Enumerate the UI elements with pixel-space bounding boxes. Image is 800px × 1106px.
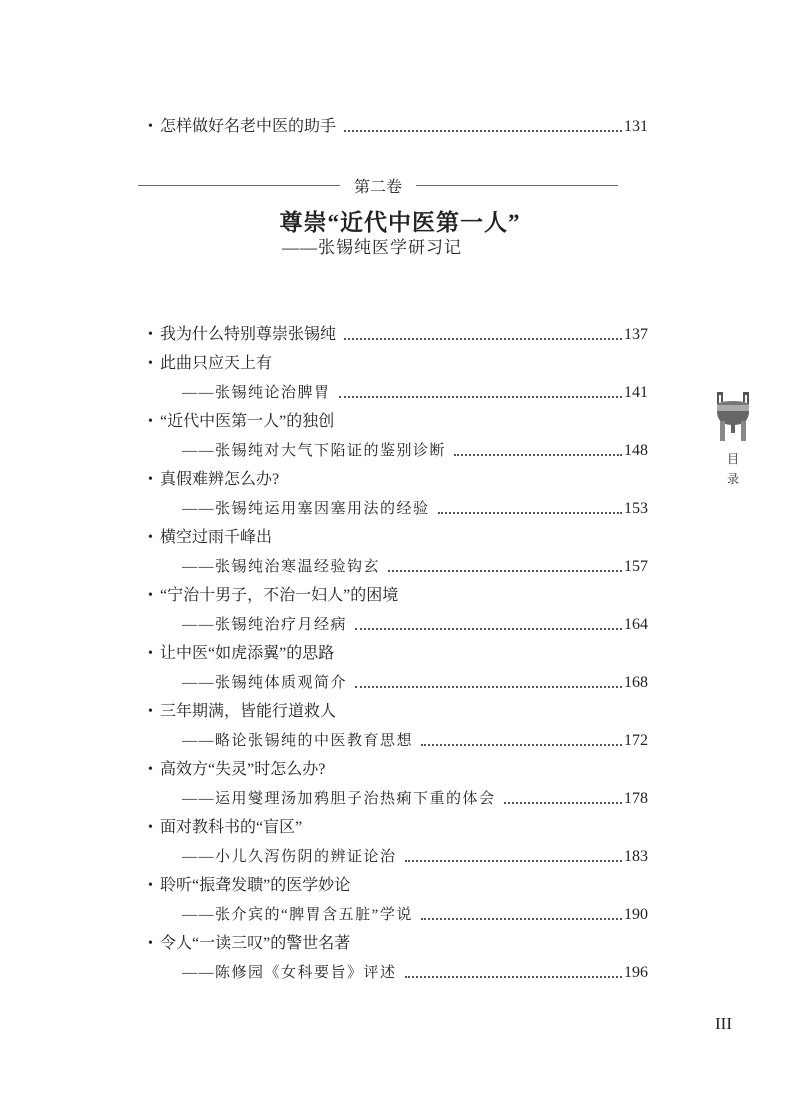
dot-leader <box>339 396 622 398</box>
toc-subentry[interactable] <box>182 729 648 753</box>
volume-title: 尊崇“近代中医第一人” <box>279 210 521 235</box>
entry-title: 真假难辨怎么办? <box>160 471 280 488</box>
entry-title: 我为什么特别尊崇张锡纯 <box>160 326 337 343</box>
toc-subentry[interactable] <box>182 439 648 463</box>
toc-entry[interactable] <box>148 410 648 434</box>
toc-entry[interactable] <box>148 642 648 666</box>
dot-leader <box>438 512 622 514</box>
entry-title: 横空过雨千峰出 <box>160 529 273 546</box>
entry-title: 让中医“如虎添翼”的思路 <box>160 645 335 662</box>
dot-leader <box>454 454 622 456</box>
entry-page: 157 <box>624 558 648 575</box>
toc-subentry[interactable] <box>182 845 648 869</box>
toc-subentry[interactable] <box>182 555 648 579</box>
entry-page: 153 <box>624 500 648 517</box>
entry-title: 高效方“失灵”时怎么办? <box>160 761 326 778</box>
entry-title: 此曲只应天上有 <box>160 355 273 372</box>
toc-entry[interactable] <box>148 816 648 840</box>
toc-subentry[interactable] <box>182 787 648 811</box>
toc-entry[interactable] <box>148 115 648 139</box>
entry-page: 148 <box>624 442 648 459</box>
bullet: • <box>148 646 153 661</box>
dot-leader <box>405 860 622 862</box>
bullet: • <box>148 530 153 545</box>
dot-leader <box>355 686 622 688</box>
dot-leader <box>344 338 622 340</box>
entry-page: 141 <box>624 384 648 401</box>
entry-page: 164 <box>624 616 648 633</box>
entry-page: 190 <box>624 906 648 923</box>
toc-entry[interactable] <box>148 584 648 608</box>
bullet: • <box>148 820 153 835</box>
bullet: • <box>148 472 153 487</box>
toc-entry[interactable] <box>148 323 648 347</box>
volume-subtitle: ——张锡纯医学研习记 <box>282 238 462 257</box>
dot-leader <box>344 130 622 132</box>
bullet: • <box>148 936 153 951</box>
toc-entry[interactable] <box>148 468 648 492</box>
toc-subentry[interactable] <box>182 961 648 985</box>
volume-divider <box>138 174 618 197</box>
toc-subentry[interactable] <box>182 497 648 521</box>
dot-leader <box>421 918 622 920</box>
toc-entry[interactable] <box>148 758 648 782</box>
bullet: • <box>148 704 153 719</box>
dot-leader <box>405 976 622 978</box>
toc-subentry[interactable] <box>182 381 648 405</box>
entry-title: 怎样做好名老中医的助手 <box>160 118 337 135</box>
entry-page: 168 <box>624 674 648 691</box>
entry-subtitle: ——张锡纯体质观简介 <box>182 675 348 691</box>
toc-subentry[interactable] <box>182 613 648 637</box>
entry-subtitle: ——陈修园《女科要旨》评述 <box>182 965 397 981</box>
dot-leader <box>388 570 622 572</box>
entry-subtitle: ——运用燮理汤加鸦胆子治热痢下重的体会 <box>182 791 496 807</box>
entry-title: 聆听“振聋发聩”的医学妙论 <box>160 877 351 894</box>
entry-page: 131 <box>624 118 648 135</box>
bullet: • <box>148 762 153 777</box>
entry-subtitle: ——张锡纯论治脾胃 <box>182 385 331 401</box>
entry-page: 178 <box>624 790 648 807</box>
entry-subtitle: ——略论张锡纯的中医教育思想 <box>182 733 414 749</box>
side-label-2: 录 <box>726 472 739 486</box>
bullet: • <box>148 588 153 603</box>
bullet: • <box>148 356 153 371</box>
entry-title: 面对教科书的“盲区” <box>160 819 303 836</box>
entry-title: 令人“一读三叹”的警世名著 <box>160 935 351 952</box>
entry-subtitle: ——张锡纯治疗月经病 <box>182 617 348 633</box>
entry-subtitle: ——张介宾的“脾胃含五脏”学说 <box>182 907 413 923</box>
toc-entry[interactable] <box>148 874 648 898</box>
toc-subentry[interactable] <box>182 903 648 927</box>
entry-subtitle: ——张锡纯运用塞因塞用法的经验 <box>182 501 430 517</box>
entry-title: 三年期满，皆能行道救人 <box>160 703 337 720</box>
toc-entry[interactable] <box>148 700 648 724</box>
entry-title: “宁治十男子，不治一妇人”的困境 <box>160 587 399 604</box>
toc-entry[interactable] <box>148 932 648 956</box>
entry-page: 196 <box>624 964 648 981</box>
volume-label: 第二卷 <box>354 179 403 196</box>
side-tab <box>703 390 763 489</box>
bullet: • <box>148 878 153 893</box>
page-number: III <box>715 1014 732 1033</box>
toc-entry[interactable] <box>148 526 648 550</box>
entry-subtitle: ——张锡纯对大气下陷证的鉴别诊断 <box>182 443 447 459</box>
entry-subtitle: ——张锡纯治寒温经验钩玄 <box>182 559 381 575</box>
toc-subentry[interactable] <box>182 671 648 695</box>
divider-line <box>416 185 618 186</box>
entry-page: 183 <box>624 848 648 865</box>
divider-line <box>138 185 340 186</box>
dot-leader <box>355 628 622 630</box>
dot-leader <box>421 744 622 746</box>
bullet: • <box>148 327 153 342</box>
entry-subtitle: ——小儿久泻伤阴的辨证论治 <box>182 849 397 865</box>
entry-page: 172 <box>624 732 648 749</box>
bronze-ding-icon <box>711 390 755 444</box>
dot-leader <box>504 802 622 804</box>
bullet: • <box>148 414 153 429</box>
entry-page: 137 <box>624 326 648 343</box>
bullet: • <box>148 119 153 134</box>
side-label-1: 目 <box>726 452 739 466</box>
toc-entry[interactable] <box>148 352 648 376</box>
entry-title: “近代中医第一人”的独创 <box>160 413 335 430</box>
